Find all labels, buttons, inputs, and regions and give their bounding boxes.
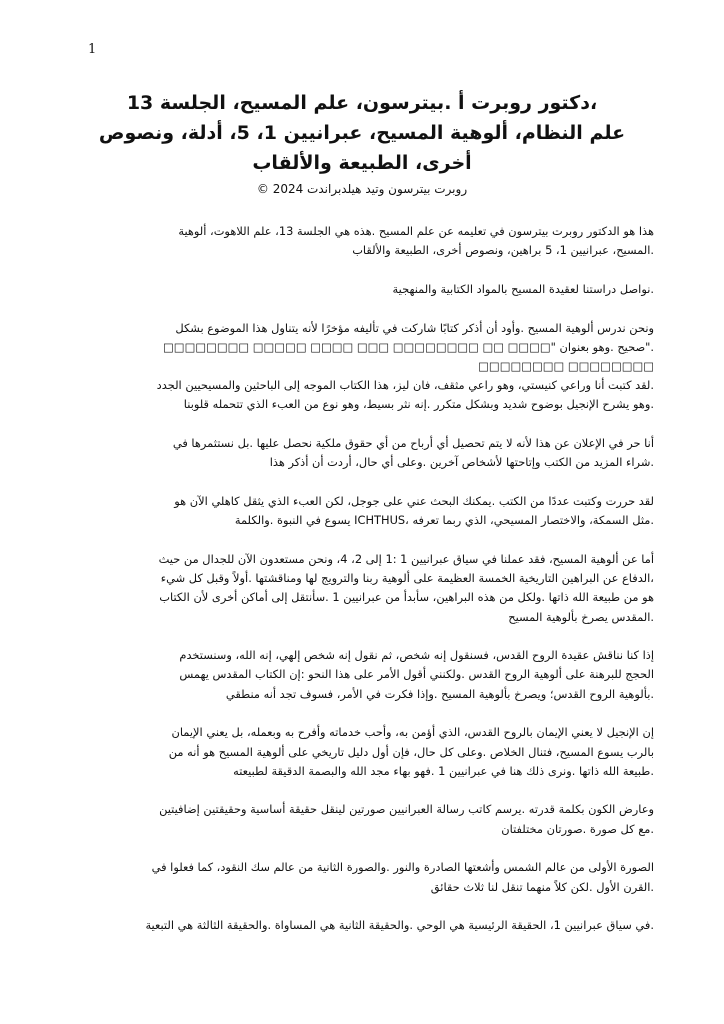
paragraph bbox=[80, 916, 654, 935]
paragraph-line: وعارض الكون بكلمة قدرته .يرسم كاتب رسالة العبرانيين صورتين لينقل حقيقة أساسية وحقيقتين إضافيتين bbox=[159, 802, 654, 817]
paragraph-line: ،الدفاع عن البراهين التاريخية الخمسة العظيمة على ألوهية ربنا والترويج لها ومناقشتها .أولاً وقبل كل شيء bbox=[160, 571, 654, 586]
paragraph bbox=[80, 646, 654, 704]
paragraph-line: هذا هو الدكتور روبرت بيترسون في تعليمه عن علم المسيح .هذه هي الجلسة 13، علم اللاهوت، ألوهية bbox=[178, 224, 654, 238]
paragraph-line: إذا كنا نناقش عقيدة الروح القدس، فسنقول إنه شخص، ثم نقول إنه شخص إلهي، إنه الله، وسنستخدم bbox=[179, 648, 654, 663]
paragraph bbox=[80, 434, 654, 472]
paragraph bbox=[80, 858, 654, 896]
paragraph-line: بالرب يسوع المسيح، فتنال الخلاص .وعلى كل حال، فإن أول دليل تاريخي على ألوهية المسيح هو أنه من bbox=[168, 744, 654, 759]
paragraph bbox=[80, 222, 654, 260]
paragraph-line: ."صحيح .وهو بعنوان "□□□□ □□ □□□□□□□□ □□□ □□□□ □□□□□ □□□□□□□□ □□□□□□□□ □□□□□□□□ bbox=[163, 339, 654, 374]
paragraph-line: أما عن ألوهية المسيح، فقد عملنا في سياق عبرانيين 1 :1 إلى 2، 4، ونحن مستعدون الآن للجدال من حيث bbox=[158, 551, 654, 566]
paragraph-line: .شراء المزيد من الكتب وإتاحتها لأشخاص آخرين .وعلى أي حال، أردت أن أذكر هذا bbox=[269, 455, 654, 470]
paragraph bbox=[80, 319, 654, 415]
paragraph bbox=[80, 280, 654, 299]
paragraph-line: هو من طبيعة الله ذاتها .ولكل من هذه البراهين، سأبدأ من عبرانيين 1 .سأنتقل إلى أماكن أخرى لأن الكتاب bbox=[159, 590, 654, 605]
paragraph bbox=[80, 492, 654, 530]
page-number: 1 bbox=[88, 42, 97, 57]
paragraph-line: .لقد كتبت أنا وراعي كنيستي، وهو راعي مثقف، فان ليز، هذا الكتاب الموجه إلى الباحثين والمسيحيين الجدد bbox=[156, 378, 654, 393]
title-line: ،دكتور روبرت أ .بيترسون، علم المسيح، الجلسة 13 bbox=[126, 92, 598, 114]
paragraph-line: .وهو يشرح الإنجيل بوضوح شديد وبشكل متكرر .إنه نثر بسيط، وهو نوع من العبء الذي تتحمله قلوبنا bbox=[183, 397, 654, 412]
title-line: أخرى، الطبيعة والألقاب bbox=[252, 152, 472, 174]
document-body bbox=[80, 222, 654, 955]
title-line: علم النظام، ألوهية المسيح، عبرانيين 1، 5، أدلة، ونصوص bbox=[98, 122, 626, 144]
document-header bbox=[70, 88, 654, 199]
paragraph bbox=[80, 800, 654, 838]
paragraph-line: لقد حررت وكتبت عددًا من الكتب .يمكنك البحث عني على جوجل، لكن العبء الذي يثقل كاهلي الآن هو bbox=[174, 494, 654, 509]
paragraph bbox=[80, 550, 654, 627]
paragraph-line: .طبيعة الله ذاتها .ونرى ذلك هنا في عبرانيين 1 .فهو بهاء مجد الله والبصمة الدقيقة لطبيعته bbox=[233, 763, 654, 778]
paragraph-line: .المقدس يصرخ بألوهية المسيح bbox=[508, 609, 654, 624]
paragraph-line: ونحن ندرس ألوهية المسيح .وأود أن أذكر كتابًا شاركت في تأليفه مؤخرًا لأنه يتناول هذا الموضوع بشكل bbox=[175, 320, 654, 335]
paragraph bbox=[80, 723, 654, 781]
paragraph-line: .في سياق عبرانيين 1، الحقيقة الرئيسية هي الوحي .والحقيقة الثانية هي المساواة .والحقيقة الثالثة هي التبعية bbox=[145, 918, 654, 933]
paragraph-line: .نواصل دراستنا لعقيدة المسيح بالمواد الكتابية والمنهجية bbox=[392, 281, 654, 296]
paragraph-line: .مع كل صورة .صورتان مختلفتان bbox=[501, 821, 654, 836]
paragraph-line: .مثل السمكة، والاختصار المسيحي، الذي ربما تعرفه ،ICHTHUS يسوع في النبوة .والكلمة bbox=[234, 513, 654, 528]
paragraph-line: الحجج للبرهنة على ألوهية الروح القدس .ولكنني أقول الأمر على هذا النحو :إن الكتاب المقدس يهمس bbox=[179, 667, 654, 682]
paragraph-line: أنا حر في الإعلان عن هذا لأنه لا يتم تحصيل أي أرباح من أي حقوق ملكية نحصل عليها .بل نستثمرها في bbox=[172, 436, 654, 451]
paragraph-line: .القرن الأول .لكن كلاً منهما تنقل لنا ثلاث حقائق bbox=[430, 879, 654, 894]
paragraph-line: .بألوهية الروح القدس؛ ويصرخ بألوهية المسيح .وإذا فكرت في الأمر، فسوف تجد أنه منطقي bbox=[225, 686, 654, 701]
copyright-subtitle: روبرت بيترسون وتيد هيلدبراندت 2024 © bbox=[256, 182, 468, 196]
paragraph-line: .المسيح، عبرانيين 1، 5 براهين، ونصوص أخرى، الطبيعة والألقاب bbox=[352, 243, 654, 258]
paragraph-line: إن الإنجيل لا يعني الإيمان بالروح القدس، الذي أؤمن به، وأحب خدماته وأفرح به وبعمله، بل يعني الإيمان bbox=[171, 725, 654, 740]
paragraph-line: الصورة الأولى من عالم الشمس وأشعتها الصادرة والنور .والصورة الثانية من عالم سك النقود، كما فعلوا في bbox=[151, 860, 654, 875]
